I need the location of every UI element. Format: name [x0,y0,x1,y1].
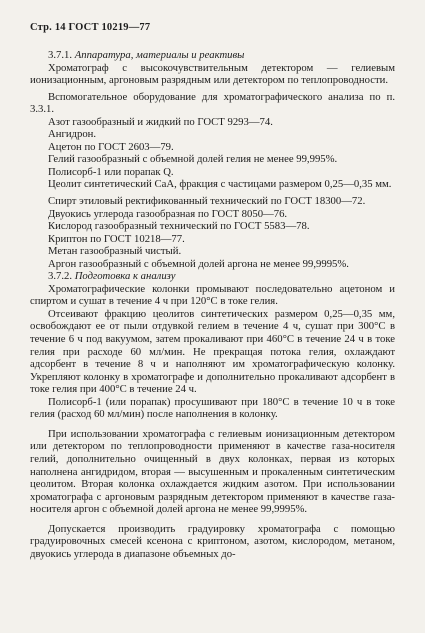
paragraph: Двуокись углерода газообразная по ГОСТ 8050—76. [48,207,288,220]
paragraph: Ацетон по ГОСТ 2603—79. [48,140,174,153]
section-heading-3-7-1 [30,49,395,62]
section-title: Аппаратура, материалы и реактивы [74,49,245,61]
section-title: Подготовка к анализу [74,270,176,283]
paragraph: При использовании хроматографа с гелиевым ионизационным детектором или детектором по теплопроводности применяют в качестве газа-носителя гелий, дополнительно очищенный в двух колонках, первая из которых наполнена ангидридом, вторая — высушенным и прокаленным синтетическим цеолитом. Вторая колонка охлаждается жидким азотом. При использовании хроматографа с аргоновым разрядным детектором применяют в качестве газа-носителя аргон с объемной долей аргона не менее 99,9995%. [30,427,395,516]
section-heading-3-7-2 [30,270,395,283]
paragraph: Полисорб-1 или порапак Q. [48,165,174,178]
paragraph: Хроматографические колонки промывают последовательно ацетоном и спиртом и сушат в течение 4 ч при 120°С в токе гелия. [30,282,395,308]
paragraph: Кислород газообразный технический по ГОСТ 5583—78. [48,220,310,233]
paragraph: Азот газообразный и жидкий по ГОСТ 9293—74. [48,115,273,128]
section-number: 3.7.2. [48,270,73,283]
document-body [30,49,395,560]
paragraph: Полисорб-1 (или порапак) просушивают при 180°С в течение 10 ч в токе гелия (расход 60 мл/мин) после наполнения в колонку. [30,395,395,421]
paragraph: Аргон газообразный с объемной долей аргона не менее 99,9995%. [48,257,349,270]
paragraph: Метан газообразный чистый. [48,245,182,258]
page-header: Стр. 14 ГОСТ 10219—77 [30,22,151,33]
section-number: 3.7.1. [48,49,73,61]
paragraph: Допускается производить градуировку хроматографа с помощью градуировочных смесей ксенона с криптоном, азотом, кислородом, метаном, двуокись углерода в диапазоне объемных до- [30,522,395,560]
paragraph: Хроматограф с высокочувствительным детектором — гелиевым ионизационным, аргоновым разрядным или детектором по теплопроводности. [30,61,395,87]
paragraph: Ангидрон. [48,128,97,141]
paragraph: Вспомогательное оборудование для хроматографического анализа по п. 3.3.1. [30,90,395,116]
paragraph: Гелий газообразный с объемной долей гелия не менее 99,995%. [48,153,338,166]
paragraph: Криптон по ГОСТ 10218—77. [48,232,185,245]
paragraph: Отсеивают фракцию цеолитов синтетических размером 0,25—0,35 мм, освобождают ее от пыли отдувкой гелием в течение 4 ч, сушат при 300°С в течение 6 ч под вакуумом, затем прокаливают при 460°С в течение 24 ч в токе гелия при расходе 60 мл/мин. Не прекращая потока гелия, охлаждают адсорбент в течение 8 ч и наполняют им хроматографическую колонку. Укрепляют колонку в хроматографе и дополнительно прокаливают адсорбент в токе гелия при 400°С в течение 24 ч. [30,307,395,396]
paragraph: Цеолит синтетический CaA, фракция с частицами размером 0,25—0,35 мм. [48,178,392,191]
paragraph: Спирт этиловый ректификованный технический по ГОСТ 18300—72. [48,195,366,208]
